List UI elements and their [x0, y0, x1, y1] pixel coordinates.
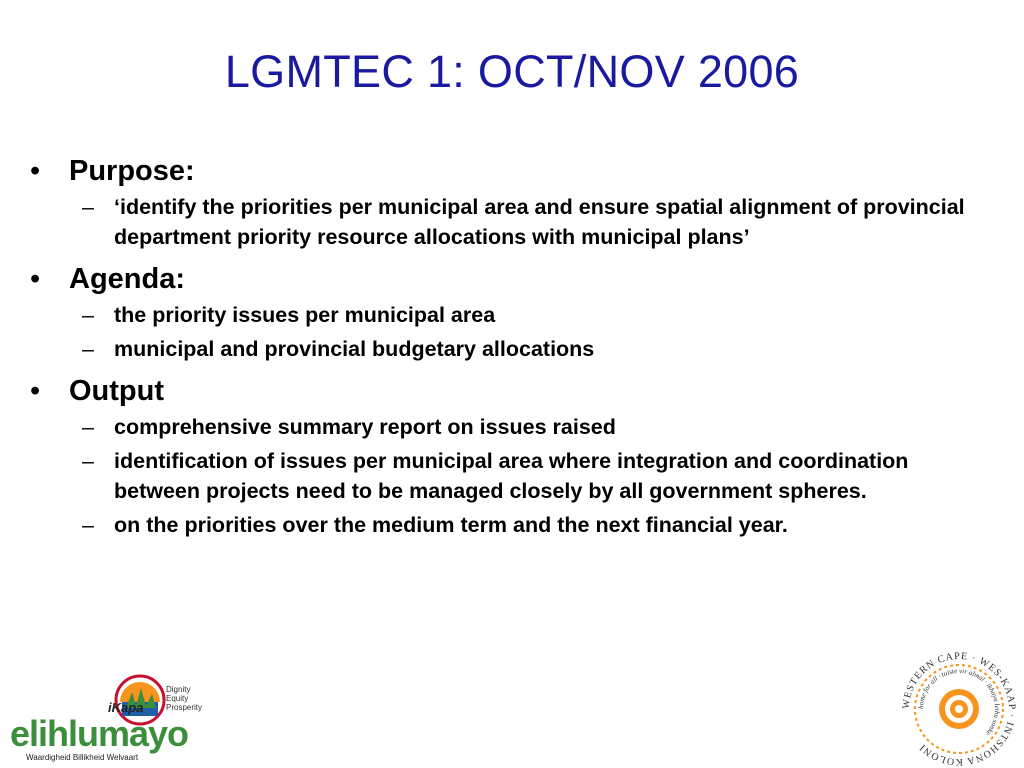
- bullet-marker: •: [30, 375, 41, 407]
- sub-bullet: [82, 192, 988, 252]
- sub-bullet-text: municipal and provincial budgetary allocations: [114, 337, 595, 361]
- slide-title: LGMTEC 1: OCT/NOV 2006: [224, 46, 800, 97]
- sub-bullet: [82, 412, 988, 442]
- section-heading: Output: [69, 375, 165, 407]
- bullet-marker: •: [30, 263, 41, 295]
- dash-marker: –: [82, 449, 94, 473]
- bullet-agenda: [28, 262, 988, 296]
- dash-marker: –: [82, 303, 94, 327]
- sub-bullet: [82, 334, 988, 364]
- sub-bullet-text: on the priorities over the medium term and the next financial year.: [114, 513, 788, 537]
- dash-marker: –: [82, 337, 94, 361]
- bullet-output: [28, 374, 988, 408]
- section-heading: Agenda:: [69, 263, 185, 295]
- slide-content: [28, 148, 988, 540]
- ikapa-elihlumayo-logo: [8, 672, 208, 764]
- sub-bullet: [82, 300, 988, 330]
- logo-value-text: Dignity: [166, 685, 191, 694]
- dash-marker: –: [82, 513, 94, 537]
- sub-bullet-text: identification of issues per municipal area where integration and coordination between projects need to be managed closely by all government spheres.: [114, 449, 909, 503]
- logo-ikapa-text: iKapa: [108, 700, 144, 715]
- dash-marker: –: [82, 195, 94, 219]
- dash-marker: –: [82, 415, 94, 439]
- logo-brand-text: elihlumayo: [10, 713, 189, 754]
- seal-inner-text: home for all · tuiste vir almal · ikhaya lethu sonke: [916, 666, 1002, 738]
- seal-ring-text: WESTERN CAPE · WES-KAAP · INTSHONA KOLONI: [900, 652, 1018, 766]
- logo-value-text: Prosperity: [166, 703, 203, 712]
- bullet-marker: •: [30, 155, 41, 187]
- section-heading: Purpose:: [69, 155, 195, 187]
- sub-bullet: [82, 446, 988, 506]
- bullet-purpose: [28, 154, 988, 188]
- sub-bullet: [82, 510, 988, 540]
- sub-bullet-text: comprehensive summary report on issues raised: [114, 415, 616, 439]
- logo-tagline: Waardigheid Billikheid Welvaart: [26, 753, 139, 762]
- sub-bullet-text: the priority issues per municipal area: [114, 303, 496, 327]
- western-cape-seal-logo: [900, 652, 1018, 766]
- logo-value-text: Equity: [166, 694, 189, 703]
- sub-bullet-text: ‘identify the priorities per municipal area and ensure spatial alignment of provincial department priority resource allocations with municipal plans’: [114, 195, 965, 249]
